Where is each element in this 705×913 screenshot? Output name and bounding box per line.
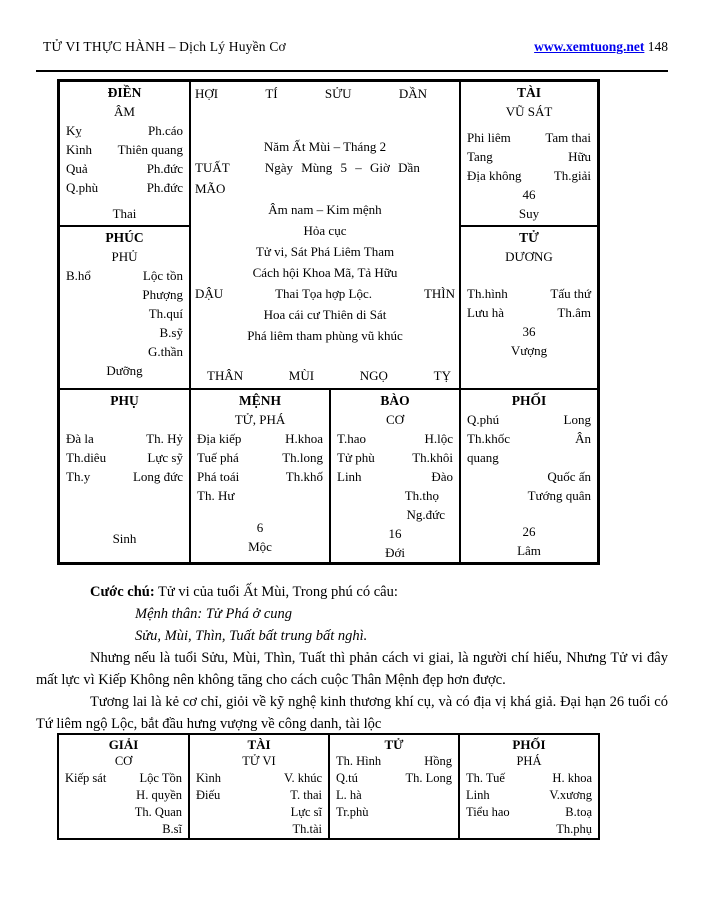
palace-title: GIẢI: [108, 737, 139, 752]
star-pair: Đà la Th. Hỷ: [66, 431, 183, 446]
life-stage: Thai: [112, 206, 137, 221]
star-pair: Linh V.xương: [466, 788, 592, 802]
header-divider: [36, 70, 668, 72]
palace-dien: [60, 82, 189, 225]
palace-subtitle: CƠ: [385, 412, 405, 427]
palace-phuc: [60, 227, 189, 388]
palace-title: PHỐI: [511, 393, 547, 408]
branch-row-top: [195, 84, 455, 104]
branch-tuat: TUẤT: [195, 160, 230, 175]
life-stage: Sinh: [112, 531, 137, 546]
palace-subtitle: ÂM: [114, 104, 135, 119]
branch-ty: TỴ: [433, 368, 451, 383]
star-name: L. hà: [336, 788, 362, 802]
verse-line: Mệnh thân: Tử Phá ở cung: [135, 606, 293, 622]
star-pair: Th. Tuế H. khoa: [466, 771, 592, 785]
star-pair: Th.khốc Ân: [467, 431, 591, 446]
palace-giai: [59, 735, 188, 838]
star-name: B.sĩ: [162, 822, 182, 836]
branch-mao: MÃO: [195, 181, 226, 196]
star-name-wrap: quang: [467, 450, 499, 465]
star-name: H. quyền: [136, 788, 182, 802]
star-name: Phượng: [142, 287, 183, 302]
palace-tu-2: [330, 735, 458, 838]
star-pair: Th.hình Tấu thứ: [467, 286, 591, 301]
palace-phu: [60, 390, 189, 562]
life-stage: Đới: [385, 545, 405, 560]
star-pair: Th.y Long đức: [66, 469, 183, 484]
hoa-line: Hoa cái cư Thiên di Sát: [263, 307, 387, 322]
branch-dan: DẦN: [398, 86, 427, 101]
life-stage: Suy: [518, 206, 540, 221]
palace-subtitle: CƠ: [114, 754, 133, 768]
palace-title: MỆNH: [239, 393, 281, 408]
star-pair: Q.phù Ph.đức: [66, 180, 183, 195]
star-name: Tr.phù: [336, 805, 369, 819]
star-pair: Tiểu hao B.toạ: [466, 805, 592, 819]
note-paragraph: Tương lai là kẻ cơ chỉ, giỏi về kỹ nghệ kinh thương khí cụ, và có địa vị khá giả. Đại hạn 26 tuổi có Tứ liêm ngộ Lộc, bắt đầu hưng vượng về công danh, tài lộc: [36, 694, 668, 732]
star-pair: Địa kiếp H.khoa: [197, 431, 323, 446]
branch-ti: TÍ: [265, 86, 278, 101]
palace-tu: [461, 227, 597, 388]
chart-center-panel: [191, 82, 459, 388]
age-number: 26: [522, 524, 536, 539]
star-name: Lực sĩ: [290, 805, 322, 819]
verse-line: Sửu, Mùi, Thìn, Tuất bất trung bất nghì.: [135, 628, 368, 644]
star-pair: Địa không Th.giải: [467, 168, 591, 183]
footnote-section: [36, 581, 668, 735]
star-pair: Phá toái Th.khố: [197, 469, 323, 484]
star-pair: Kình Thiên quang: [66, 142, 183, 157]
star-pair: Lưu hà Th.âm: [467, 305, 591, 320]
thai-line: Thai Tọa hợp Lộc.: [275, 286, 372, 301]
website-link[interactable]: www.xemtuong.net: [534, 39, 645, 54]
footnote-intro: Cước chú: Tử vi của tuổi Ất Mùi, Trong phú có câu:: [90, 584, 398, 600]
branch-thin: THÌN: [423, 286, 455, 301]
palace-title: TỬ: [384, 737, 404, 752]
palace-subtitle: PHỦ: [111, 249, 138, 264]
star-name: Th. Quan: [134, 805, 182, 819]
life-stage: Lâm: [517, 543, 541, 558]
star-pair: Phi liêm Tam thai: [467, 130, 591, 145]
palace-tai: [461, 82, 597, 225]
palace-title: PHỤ: [110, 393, 139, 408]
page-title: TỬ VI THỰC HÀNH – Dịch Lý Huyền Cơ: [43, 39, 286, 54]
palace-title: PHÚC: [105, 230, 144, 245]
star-pair: Th. Hình Hồng: [336, 754, 452, 768]
palace-subtitle: TỬ, PHÁ: [234, 412, 286, 427]
palace-title: TÀI: [247, 737, 271, 752]
star-pair: Kiếp sát Lộc Tồn: [65, 771, 182, 785]
age-number: 46: [522, 187, 536, 202]
branch-ngo: NGỌ: [359, 368, 388, 383]
palace-menh: [191, 390, 329, 562]
day-line-row: [195, 157, 455, 178]
palace-subtitle: VŨ SÁT: [505, 104, 553, 119]
palace-subtitle: TỬ VI: [242, 754, 276, 768]
thai-line-row: [195, 283, 455, 304]
cach-line: Cách hội Khoa Mã, Tả Hữu: [252, 265, 398, 280]
star-name: Tướng quân: [527, 488, 591, 503]
note-paragraph: Nhưng nếu là tuổi Sửu, Mùi, Thìn, Tuất thì phản cách vi giai, là người chí hiếu, Nhưng Tử vi đây mất lực vì Kiếp Không nên không tăng cho cách cuộc Thân Mệnh đẹp hơn được.: [36, 650, 668, 688]
star-pair: Tuế phá Th.long: [197, 450, 323, 465]
secondary-tuvi-chart: [57, 733, 600, 840]
day-line: Ngày Mùng 5 – Giờ Dần: [264, 160, 420, 175]
header-right: [534, 39, 668, 55]
palace-subtitle: DƯƠNG: [505, 249, 553, 264]
star-name: Th.thọ: [404, 488, 439, 503]
star-name: Th.tài: [292, 822, 322, 836]
star-pair: T.hao H.lộc: [337, 431, 453, 446]
star-pair: Q.phú Long: [467, 412, 591, 427]
branch-than: THÂN: [207, 368, 244, 383]
palace-title: ĐIỀN: [107, 85, 142, 100]
palace-title: BÀO: [380, 393, 410, 408]
star-pair: Tử phù Th.khôi: [337, 450, 453, 465]
stars-line: Tử vi, Sát Phá Liêm Tham: [255, 244, 395, 259]
star-pair: Q.tú Th. Long: [336, 771, 452, 785]
age-number: 36: [522, 324, 536, 339]
star-name: Th.phụ: [556, 822, 592, 836]
branch-dau: DẬU: [195, 286, 224, 301]
star-name: G.thần: [147, 344, 183, 359]
star-pair: Tang Hữu: [467, 149, 591, 164]
star-name: Ng.đức: [406, 507, 445, 522]
life-stage: Mộc: [248, 539, 272, 554]
star-name: Quốc ấn: [547, 469, 591, 484]
main-tuvi-chart: [57, 79, 600, 565]
pha-line: Phá liêm tham phùng vũ khúc: [247, 328, 403, 343]
star-name: Th. Hư: [197, 488, 235, 503]
star-pair: Th.diêu Lực sỹ: [66, 450, 183, 465]
page-number: 148: [647, 39, 668, 54]
life-stage: Vượng: [510, 343, 548, 358]
branch-mui: MÙI: [288, 368, 315, 383]
star-pair: Linh Đào: [337, 469, 453, 484]
star-name: B.sỹ: [159, 325, 183, 340]
branch-hoi: HỢI: [195, 86, 219, 101]
star-pair: B.hổ Lộc tồn: [66, 268, 183, 283]
palace-phoi: [461, 390, 597, 562]
palace-title: PHỐI: [512, 737, 546, 752]
age-number: 16: [388, 526, 402, 541]
branch-suu: SỬU: [324, 86, 352, 101]
age-number: 6: [256, 520, 264, 535]
star-pair: Điếu T. thai: [196, 788, 322, 802]
branch-row-bottom: [195, 366, 455, 386]
palace-phoi-2: [460, 735, 598, 838]
palace-tai-2: [190, 735, 328, 838]
star-pair: Kình V. khúc: [196, 771, 322, 785]
gender-line: Âm nam – Kim mệnh: [268, 202, 382, 217]
year-line: Năm Ất Mùi – Tháng 2: [263, 139, 387, 154]
footnote-label: Cước chú:: [90, 584, 155, 600]
life-stage: Dưỡng: [106, 363, 143, 378]
palace-title: TÀI: [516, 85, 541, 100]
palace-subtitle: PHÁ: [516, 754, 542, 768]
cuc-line: Hỏa cục: [303, 223, 347, 238]
star-pair: Quả Ph.đức: [66, 161, 183, 176]
star-pair: Kỵ Ph.cáo: [66, 123, 183, 138]
palace-title: TỬ: [519, 230, 539, 245]
star-name: Th.quí: [148, 306, 183, 321]
palace-bao: [331, 390, 459, 562]
